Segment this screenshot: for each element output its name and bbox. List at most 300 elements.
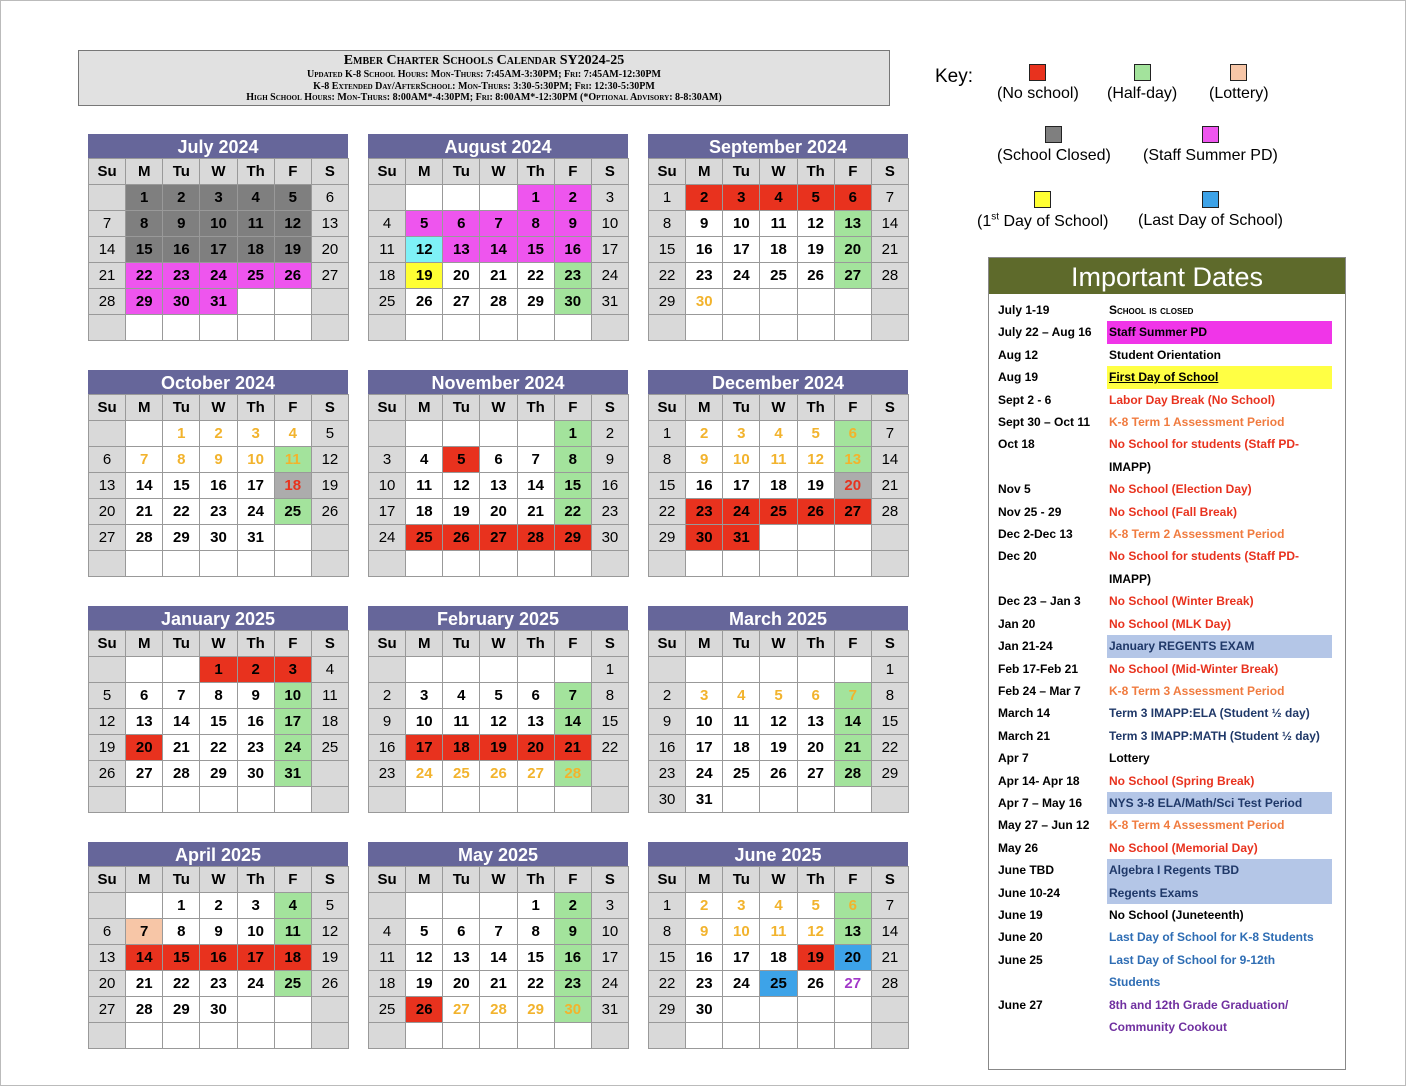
- important-date-row: [989, 702, 1345, 724]
- day-cell: 13: [443, 945, 480, 971]
- month-title: December 2024: [648, 370, 908, 394]
- day-cell: 24: [723, 263, 760, 289]
- empty-cell: [871, 525, 908, 551]
- weekday-header: W: [480, 631, 517, 657]
- important-date-description: 8th and 12th Grade Graduation/: [1109, 997, 1289, 1012]
- day-cell: 14: [517, 473, 554, 499]
- important-date: Apr 7 – May 16: [998, 795, 1083, 810]
- day-cell: 27: [797, 761, 834, 787]
- day-cell: 30: [554, 289, 591, 315]
- day-cell: 15: [649, 237, 686, 263]
- weekday-header: M: [406, 159, 443, 185]
- day-cell: 27: [89, 525, 126, 551]
- day-cell: 3: [237, 421, 274, 447]
- weekday-header: W: [760, 395, 797, 421]
- important-date-description: Last Day of School for 9-12th: [1109, 952, 1276, 967]
- day-cell: 22: [649, 499, 686, 525]
- weekday-header: W: [200, 395, 237, 421]
- empty-cell: [480, 185, 517, 211]
- weekday-header: Tu: [163, 867, 200, 893]
- important-date-description: IMAPP): [1109, 459, 1151, 474]
- empty-cell: [480, 893, 517, 919]
- day-cell: 13: [480, 473, 517, 499]
- important-date-description: Regents Exams: [1107, 882, 1332, 904]
- day-cell: 5: [760, 683, 797, 709]
- day-cell: 1: [871, 657, 908, 683]
- day-cell: 25: [723, 761, 760, 787]
- weekday-header: W: [760, 867, 797, 893]
- important-date: Oct 18: [998, 437, 1035, 452]
- weekday-header: Su: [89, 867, 126, 893]
- day-cell: 23: [649, 761, 686, 787]
- day-cell: 12: [443, 473, 480, 499]
- empty-cell: [760, 1023, 797, 1049]
- day-cell: 17: [406, 735, 443, 761]
- day-cell: 28: [871, 263, 908, 289]
- day-cell: 10: [723, 211, 760, 237]
- month-grid: [648, 866, 909, 1049]
- important-date-row: [989, 837, 1345, 859]
- day-cell: 24: [237, 971, 274, 997]
- empty-cell: [369, 315, 406, 341]
- day-cell: 5: [406, 919, 443, 945]
- important-date-row: [989, 366, 1345, 388]
- empty-cell: [517, 551, 554, 577]
- day-cell: 27: [443, 997, 480, 1023]
- important-dates-title: Important Dates: [989, 258, 1345, 294]
- weekday-header: Th: [237, 395, 274, 421]
- day-cell: 1: [649, 421, 686, 447]
- empty-cell: [200, 1023, 237, 1049]
- month-title: November 2024: [368, 370, 628, 394]
- day-cell: 29: [163, 997, 200, 1023]
- day-cell: 19: [311, 945, 348, 971]
- key-first-day: [977, 191, 1108, 231]
- empty-cell: [311, 997, 348, 1023]
- empty-cell: [126, 315, 163, 341]
- empty-cell: [369, 787, 406, 813]
- month-calendar: [648, 370, 908, 577]
- weekday-header: Tu: [163, 631, 200, 657]
- day-cell: 20: [443, 971, 480, 997]
- empty-cell: [834, 289, 871, 315]
- day-cell: 3: [369, 447, 406, 473]
- day-cell: 10: [686, 709, 723, 735]
- important-date-description: No School (Election Day): [1109, 482, 1252, 497]
- day-cell: 28: [126, 525, 163, 551]
- important-date-row: [989, 568, 1345, 590]
- empty-cell: [760, 657, 797, 683]
- day-cell: 6: [443, 919, 480, 945]
- important-date: Dec 23 – Jan 3: [998, 594, 1081, 609]
- empty-cell: [443, 657, 480, 683]
- key-staff-pd: [1143, 126, 1278, 165]
- weekday-header: Su: [369, 631, 406, 657]
- empty-cell: [554, 551, 591, 577]
- day-cell: 15: [163, 945, 200, 971]
- weekday-header: Th: [237, 631, 274, 657]
- weekday-header: S: [591, 867, 628, 893]
- empty-cell: [311, 551, 348, 577]
- day-cell: 2: [686, 421, 723, 447]
- day-cell: 16: [686, 473, 723, 499]
- school-closed-swatch: [1045, 126, 1062, 143]
- day-cell: 10: [723, 919, 760, 945]
- weekday-header: S: [591, 395, 628, 421]
- day-cell: 19: [406, 971, 443, 997]
- day-cell: 27: [517, 761, 554, 787]
- day-cell: 24: [274, 735, 311, 761]
- empty-cell: [163, 1023, 200, 1049]
- empty-cell: [406, 551, 443, 577]
- day-cell: 16: [686, 945, 723, 971]
- important-date-description: No School (Juneteenth): [1109, 907, 1244, 922]
- day-cell: 2: [554, 185, 591, 211]
- day-cell: 6: [126, 683, 163, 709]
- day-cell: 20: [834, 473, 871, 499]
- day-cell: 9: [163, 211, 200, 237]
- weekday-header: W: [200, 159, 237, 185]
- weekday-header: M: [126, 395, 163, 421]
- empty-cell: [760, 787, 797, 813]
- important-date-description: K-8 Term 3 Assessment Period: [1109, 683, 1285, 698]
- day-cell: 29: [163, 525, 200, 551]
- key-school-closed-label: (School Closed): [997, 147, 1111, 164]
- day-cell: 1: [517, 893, 554, 919]
- day-cell: 27: [311, 263, 348, 289]
- weekday-header: Th: [797, 159, 834, 185]
- day-cell: 11: [369, 237, 406, 263]
- day-cell: 6: [834, 893, 871, 919]
- day-cell: 4: [723, 683, 760, 709]
- important-date-row: [989, 747, 1345, 769]
- weekday-header: F: [554, 867, 591, 893]
- day-cell: 9: [686, 211, 723, 237]
- weekday-header: M: [406, 867, 443, 893]
- empty-cell: [163, 657, 200, 683]
- important-date-row: [989, 478, 1345, 500]
- lottery-swatch: [1230, 64, 1247, 81]
- day-cell: 20: [89, 971, 126, 997]
- important-date-description: Term 3 IMAPP:MATH (Student ½ day): [1109, 728, 1320, 743]
- important-date-description: Students: [1109, 975, 1161, 990]
- day-cell: 25: [274, 499, 311, 525]
- day-cell: 27: [89, 997, 126, 1023]
- day-cell: 27: [834, 499, 871, 525]
- day-cell: 23: [686, 263, 723, 289]
- day-cell: 25: [237, 263, 274, 289]
- day-cell: 16: [200, 473, 237, 499]
- day-cell: 18: [760, 945, 797, 971]
- weekday-header: F: [834, 159, 871, 185]
- day-cell: 22: [591, 735, 628, 761]
- day-cell: 14: [480, 945, 517, 971]
- day-cell: 4: [369, 919, 406, 945]
- day-cell: 8: [649, 919, 686, 945]
- day-cell: 22: [517, 971, 554, 997]
- day-cell: 26: [311, 499, 348, 525]
- important-date: July 22 – Aug 16: [998, 325, 1092, 340]
- empty-cell: [274, 551, 311, 577]
- weekday-header: S: [311, 395, 348, 421]
- month-title: June 2025: [648, 842, 908, 866]
- weekday-header: F: [554, 631, 591, 657]
- day-cell: 14: [89, 237, 126, 263]
- important-date-row: [989, 792, 1345, 814]
- important-date-description: IMAPP): [1109, 571, 1151, 586]
- empty-cell: [443, 893, 480, 919]
- important-date-description: Algebra I Regents TBD: [1107, 859, 1332, 881]
- important-date-description: Student Orientation: [1109, 347, 1221, 362]
- key-first-day-label: (1st Day of School): [977, 212, 1109, 231]
- day-cell: 3: [591, 893, 628, 919]
- day-cell: 5: [406, 211, 443, 237]
- important-date-description: Lottery: [1109, 751, 1150, 766]
- day-cell: 29: [649, 525, 686, 551]
- important-date-description: First Day of School: [1107, 366, 1332, 388]
- day-cell: 4: [443, 683, 480, 709]
- empty-cell: [871, 315, 908, 341]
- empty-cell: [554, 657, 591, 683]
- day-cell: 19: [311, 473, 348, 499]
- important-date: Apr 14- Apr 18: [998, 773, 1080, 788]
- day-cell: 14: [554, 709, 591, 735]
- empty-cell: [834, 997, 871, 1023]
- weekday-header: Tu: [723, 631, 760, 657]
- day-cell: 13: [834, 211, 871, 237]
- day-cell: 21: [517, 499, 554, 525]
- empty-cell: [517, 421, 554, 447]
- day-cell: 6: [480, 447, 517, 473]
- empty-cell: [797, 289, 834, 315]
- day-cell: 21: [126, 499, 163, 525]
- empty-cell: [274, 315, 311, 341]
- important-date-description: January REGENTS EXAM: [1107, 635, 1332, 657]
- important-date: [989, 568, 1107, 590]
- day-cell: 2: [591, 421, 628, 447]
- staff-pd-swatch: [1202, 126, 1219, 143]
- important-date: March 14: [998, 706, 1051, 721]
- key-lottery-label: (Lottery): [1209, 85, 1269, 102]
- day-cell: 13: [89, 945, 126, 971]
- weekday-header: F: [834, 631, 871, 657]
- day-cell: 9: [554, 211, 591, 237]
- empty-cell: [797, 997, 834, 1023]
- day-cell: 1: [163, 893, 200, 919]
- day-cell: 2: [237, 657, 274, 683]
- day-cell: 8: [163, 447, 200, 473]
- day-cell: 11: [406, 473, 443, 499]
- day-cell: 12: [480, 709, 517, 735]
- day-cell: 5: [311, 893, 348, 919]
- day-cell: 17: [200, 237, 237, 263]
- important-date-row: [989, 321, 1345, 343]
- day-cell: 21: [89, 263, 126, 289]
- empty-cell: [406, 787, 443, 813]
- day-cell: 22: [649, 971, 686, 997]
- day-cell: 30: [163, 289, 200, 315]
- day-cell: 19: [797, 473, 834, 499]
- day-cell: 16: [200, 945, 237, 971]
- weekday-header: Tu: [723, 159, 760, 185]
- empty-cell: [406, 657, 443, 683]
- key-half-day-label: (Half-day): [1107, 85, 1178, 102]
- empty-cell: [126, 1023, 163, 1049]
- day-cell: 24: [591, 263, 628, 289]
- weekday-header: Su: [649, 159, 686, 185]
- empty-cell: [200, 787, 237, 813]
- empty-cell: [89, 421, 126, 447]
- day-cell: 18: [311, 709, 348, 735]
- day-cell: 31: [686, 787, 723, 813]
- empty-cell: [871, 551, 908, 577]
- day-cell: 7: [126, 919, 163, 945]
- key-school-closed: [997, 126, 1111, 165]
- weekday-header: Th: [237, 867, 274, 893]
- day-cell: 19: [406, 263, 443, 289]
- important-date: June 19: [998, 907, 1043, 922]
- weekday-header: Th: [517, 867, 554, 893]
- day-cell: 3: [591, 185, 628, 211]
- day-cell: 3: [200, 185, 237, 211]
- important-date: June 10-24: [998, 885, 1061, 900]
- day-cell: 18: [369, 971, 406, 997]
- important-date-description: K-8 Term 4 Assessment Period: [1109, 818, 1285, 833]
- day-cell: 17: [723, 237, 760, 263]
- day-cell: 31: [591, 289, 628, 315]
- day-cell: 31: [200, 289, 237, 315]
- weekday-header: Su: [89, 631, 126, 657]
- day-cell: 9: [686, 919, 723, 945]
- important-date-row: [989, 680, 1345, 702]
- empty-cell: [369, 185, 406, 211]
- empty-cell: [871, 787, 908, 813]
- important-date: Aug 12: [998, 347, 1039, 362]
- month-title: January 2025: [88, 606, 348, 630]
- day-cell: 21: [126, 971, 163, 997]
- day-cell: 3: [237, 893, 274, 919]
- important-date-description: Last Day of School for K-8 Students: [1109, 930, 1314, 945]
- day-cell: 7: [871, 421, 908, 447]
- day-cell: 12: [797, 447, 834, 473]
- month-grid: [88, 630, 349, 813]
- empty-cell: [591, 787, 628, 813]
- day-cell: 2: [686, 893, 723, 919]
- empty-cell: [89, 893, 126, 919]
- high-school-hours-line: High School Hours: Mon-Thurs: 8:00AM*-4:30PM; Fri: 8:00AM*-12:30PM (*Optional Advisory: 8-8:30AM): [246, 92, 722, 104]
- day-cell: 2: [686, 185, 723, 211]
- empty-cell: [126, 657, 163, 683]
- important-date-description: K-8 Term 1 Assessment Period: [1109, 415, 1285, 430]
- empty-cell: [760, 289, 797, 315]
- empty-cell: [89, 185, 126, 211]
- day-cell: 26: [89, 761, 126, 787]
- day-cell: 12: [760, 709, 797, 735]
- empty-cell: [406, 421, 443, 447]
- empty-cell: [834, 551, 871, 577]
- day-cell: 1: [126, 185, 163, 211]
- day-cell: 19: [274, 237, 311, 263]
- day-cell: 21: [871, 237, 908, 263]
- day-cell: 12: [797, 919, 834, 945]
- day-cell: 26: [406, 289, 443, 315]
- weekday-header: S: [871, 867, 908, 893]
- calendar-title: Ember Charter Schools Calendar SY2024-25: [343, 53, 625, 68]
- important-date: May 27 – Jun 12: [998, 818, 1090, 833]
- empty-cell: [406, 315, 443, 341]
- empty-cell: [517, 1023, 554, 1049]
- weekday-header: Su: [369, 867, 406, 893]
- weekday-header: Su: [649, 631, 686, 657]
- day-cell: 5: [797, 893, 834, 919]
- day-cell: 24: [406, 761, 443, 787]
- day-cell: 28: [554, 761, 591, 787]
- empty-cell: [369, 657, 406, 683]
- day-cell: 26: [760, 761, 797, 787]
- weekday-header: S: [871, 631, 908, 657]
- day-cell: 13: [797, 709, 834, 735]
- empty-cell: [200, 551, 237, 577]
- day-cell: 29: [871, 761, 908, 787]
- empty-cell: [723, 787, 760, 813]
- day-cell: 8: [163, 919, 200, 945]
- important-date-description: Labor Day Break (No School): [1109, 392, 1276, 407]
- important-date-row: [989, 926, 1345, 948]
- day-cell: 18: [760, 473, 797, 499]
- day-cell: 16: [686, 237, 723, 263]
- day-cell: 9: [237, 683, 274, 709]
- month-grid: [368, 394, 629, 577]
- day-cell: 30: [200, 525, 237, 551]
- important-date-row: [989, 882, 1345, 904]
- weekday-header: F: [834, 867, 871, 893]
- weekday-header: Tu: [163, 395, 200, 421]
- day-cell: 15: [517, 237, 554, 263]
- day-cell: 13: [517, 709, 554, 735]
- day-cell: 9: [200, 447, 237, 473]
- month-title: May 2025: [368, 842, 628, 866]
- empty-cell: [871, 1023, 908, 1049]
- empty-cell: [237, 1023, 274, 1049]
- important-date: March 21: [998, 728, 1051, 743]
- important-date: May 26: [998, 840, 1039, 855]
- month-grid: [368, 158, 629, 341]
- weekday-header: S: [871, 395, 908, 421]
- important-date-row: [989, 299, 1345, 321]
- weekday-header: Tu: [443, 867, 480, 893]
- month-calendar: [368, 370, 628, 577]
- empty-cell: [311, 525, 348, 551]
- day-cell: 25: [369, 289, 406, 315]
- empty-cell: [311, 787, 348, 813]
- day-cell: 24: [200, 263, 237, 289]
- day-cell: 5: [797, 421, 834, 447]
- day-cell: 3: [723, 893, 760, 919]
- no-school-swatch: [1029, 64, 1046, 81]
- day-cell: 24: [723, 971, 760, 997]
- empty-cell: [480, 551, 517, 577]
- weekday-header: M: [406, 395, 443, 421]
- day-cell: 7: [834, 683, 871, 709]
- day-cell: 11: [274, 919, 311, 945]
- empty-cell: [274, 289, 311, 315]
- day-cell: 17: [274, 709, 311, 735]
- empty-cell: [686, 551, 723, 577]
- empty-cell: [89, 657, 126, 683]
- empty-cell: [311, 761, 348, 787]
- important-date-description: No School (Winter Break): [1109, 594, 1254, 609]
- empty-cell: [591, 315, 628, 341]
